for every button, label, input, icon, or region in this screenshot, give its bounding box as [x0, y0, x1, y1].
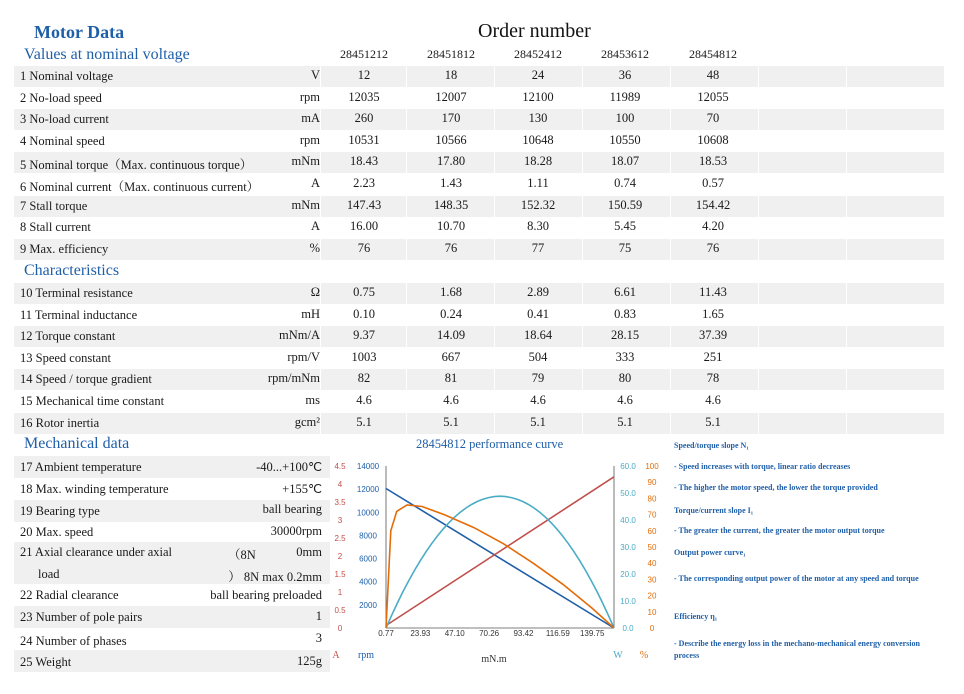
mech-value-19: ball bearing — [262, 502, 322, 516]
order-number-header: Order number — [478, 20, 591, 42]
table-cell: 5.1 — [356, 414, 372, 429]
mech-mid-21: （8N — [228, 548, 256, 562]
table-cell: 37.39 — [698, 328, 728, 343]
y-tick-label-efficiency: 50 — [647, 543, 657, 552]
order-number-col-4: 28453612 — [601, 47, 649, 61]
table-cell: 251 — [703, 349, 723, 364]
table-cell: 10531 — [348, 132, 380, 147]
mech-label-18: 18 Max. winding temperature — [20, 482, 169, 496]
mech-label-22: 22 Radial clearance — [20, 588, 119, 602]
axis-label-efficiency: % — [639, 650, 649, 661]
y-tick-label-speed: 10000 — [356, 508, 380, 518]
table-cell: 504 — [528, 349, 548, 364]
section-characteristics: Characteristics — [24, 262, 120, 279]
table-cell: 14.09 — [436, 328, 466, 343]
table-cell: 76 — [706, 240, 720, 255]
row-unit: mH — [301, 306, 320, 321]
mech-label-20: 20 Max. speed — [20, 525, 94, 539]
mech-label-25: 25 Weight — [20, 655, 72, 669]
y-tick-label-power: 20.0 — [620, 570, 636, 579]
x-tick-label: 70.26 — [479, 629, 500, 638]
table-cell: 18.43 — [349, 154, 379, 169]
table-cell: 24 — [531, 68, 545, 82]
y-tick-label-current: 0 — [337, 624, 343, 633]
table-cell: 4.6 — [443, 393, 459, 407]
table-cell: 154.42 — [695, 197, 731, 212]
row-label: 1 Nominal voltage — [20, 69, 114, 83]
row-label: 14 Speed / torque gradient — [20, 372, 152, 387]
column-divider — [758, 64, 759, 436]
x-tick-label: 47.10 — [444, 629, 465, 638]
table-cell: 5.1 — [530, 414, 546, 429]
table-cell: 1.43 — [440, 176, 462, 190]
table-cell: 4.6 — [356, 393, 372, 407]
row-label: 3 No-load current — [20, 112, 109, 127]
row-label: 16 Rotor inertia — [20, 415, 100, 430]
x-tick-label: 116.59 — [545, 629, 570, 638]
table-cell: 17.80 — [436, 154, 466, 169]
y-tick-label-speed: 2000 — [359, 600, 377, 610]
performance-chart — [326, 450, 666, 680]
table-cell: 16.00 — [349, 219, 379, 234]
row-label: 2 No-load speed — [20, 90, 102, 105]
column-divider — [320, 64, 321, 436]
legend-speed-torque-desc-1: - Speed increases with torque, linear ratio decreases — [674, 462, 851, 471]
row-unit: mNm — [291, 154, 320, 169]
legend-output-power-title: Output power curve₁ — [674, 548, 746, 557]
table-cell: 4.6 — [617, 393, 633, 407]
mech-label-24: 24 Number of phases — [20, 634, 127, 648]
table-cell: 80 — [618, 371, 632, 386]
order-number-col-5: 28454812 — [689, 47, 737, 61]
table-cell: 130 — [528, 111, 548, 126]
table-cell: 12035 — [348, 89, 380, 104]
column-divider — [406, 64, 407, 436]
table-cell: 100 — [615, 111, 635, 126]
row-unit: ms — [305, 393, 320, 407]
order-number-col-3: 28452412 — [514, 47, 562, 61]
table-cell: 11989 — [609, 89, 641, 104]
y-tick-label-current: 3 — [337, 516, 343, 525]
y-tick-label-speed: 4000 — [359, 577, 377, 587]
table-cell: 0.57 — [702, 176, 724, 190]
mech-value-17: -40...+100℃ — [256, 460, 322, 474]
table-cell: 667 — [441, 349, 461, 364]
series-line-A — [386, 477, 614, 626]
axis-label-current: A — [332, 650, 340, 661]
row-label: 10 Terminal resistance — [20, 286, 133, 300]
table-cell: 75 — [618, 240, 632, 255]
table-cell: 76 — [357, 240, 371, 255]
mech-label-19: 19 Bearing type — [20, 504, 100, 518]
y-tick-label-current: 1 — [337, 588, 343, 597]
table-cell: 148.35 — [433, 197, 469, 212]
row-label: 13 Speed constant — [20, 350, 111, 365]
y-tick-label-power: 40.0 — [620, 516, 636, 525]
legend-torque-current-title: Torque/current slope I₁ — [674, 506, 754, 515]
series-line-rpm — [386, 489, 614, 629]
table-cell: 10566 — [435, 132, 467, 147]
table-cell: 4.6 — [530, 393, 546, 407]
y-tick-label-efficiency: 10 — [647, 607, 657, 617]
y-tick-label-efficiency: 0 — [649, 624, 655, 633]
mech-label-21b: load — [38, 567, 60, 581]
mech-value-24: 3 — [315, 631, 322, 645]
legend-efficiency-desc: - Describe the energy loss in the mechano-mechanical energy conversion process — [674, 639, 920, 660]
mech-value-18: +155℃ — [282, 482, 322, 496]
column-divider — [670, 64, 671, 436]
table-cell: 78 — [706, 371, 720, 386]
series-line-W — [386, 496, 614, 628]
table-cell: 2.89 — [527, 285, 549, 299]
legend-speed-torque-title: Speed/torque slope N₁ — [674, 441, 749, 450]
table-cell: 18.53 — [698, 154, 728, 169]
y-tick-label-power: 0.0 — [622, 624, 634, 633]
column-divider — [582, 64, 583, 436]
row-label: 15 Mechanical time constant — [20, 394, 165, 408]
row-unit: rpm/V — [287, 349, 320, 364]
y-tick-label-speed: 8000 — [359, 531, 377, 541]
chart-title: 28454812 performance curve — [416, 437, 564, 451]
row-label: 4 Nominal speed — [20, 133, 105, 148]
legend-efficiency-title: Efficiency η₁ — [674, 612, 718, 621]
mech-value-21b: ） 8N max 0.2mm — [228, 570, 322, 584]
table-cell: 18.64 — [523, 328, 553, 343]
row-unit: % — [309, 240, 320, 255]
table-cell: 18.28 — [523, 154, 553, 169]
y-tick-label-current: 2 — [337, 552, 343, 561]
column-divider — [494, 64, 495, 436]
column-divider — [846, 64, 847, 436]
table-cell: 36 — [618, 68, 632, 82]
series-line-efficiency — [386, 505, 614, 628]
table-cell: 10608 — [697, 132, 729, 147]
row-label: 6 Nominal current（Max. continuous current） — [20, 180, 260, 194]
section-nominal: Values at nominal voltage — [24, 46, 190, 63]
row-unit: rpm — [299, 89, 320, 104]
table-cell: 1.65 — [702, 306, 724, 321]
y-tick-label-efficiency: 30 — [647, 575, 657, 585]
mech-value-22: ball bearing preloaded — [210, 588, 322, 602]
mech-value-23: 1 — [315, 609, 322, 623]
section-mechanical: Mechanical data — [24, 435, 130, 452]
table-cell: 6.61 — [614, 285, 636, 299]
table-cell: 82 — [357, 371, 371, 386]
y-tick-label-efficiency: 100 — [645, 462, 659, 471]
legend-torque-current-desc: - The greater the current, the greater the motor output torque — [674, 526, 885, 535]
axis-label-power: W — [613, 650, 623, 661]
x-tick-label: 139.75 — [579, 629, 605, 638]
x-tick-label: 0.77 — [378, 629, 394, 638]
table-cell: 12 — [357, 68, 371, 82]
x-tick-label: 93.42 — [513, 629, 534, 638]
mech-label-21: 21 Axial clearance under axial — [20, 545, 173, 559]
table-cell: 18 — [444, 68, 458, 82]
table-cell: 11.43 — [699, 285, 727, 299]
table-cell: 4.6 — [705, 393, 721, 407]
table-cell: 1003 — [351, 349, 377, 364]
table-cell: 1.68 — [440, 285, 462, 299]
y-tick-label-power: 30.0 — [620, 543, 636, 552]
table-cell: 5.1 — [443, 414, 459, 429]
order-number-col-2: 28451812 — [427, 47, 475, 61]
table-cell: 12007 — [435, 89, 467, 104]
y-tick-label-current: 4.5 — [334, 462, 346, 471]
table-cell: 0.75 — [353, 285, 375, 299]
row-label: 7 Stall torque — [20, 198, 88, 213]
y-tick-label-speed: 14000 — [356, 462, 380, 471]
y-tick-label-efficiency: 70 — [647, 510, 657, 520]
motor-data-title: Motor Data — [34, 22, 125, 42]
y-tick-label-efficiency: 20 — [647, 591, 657, 601]
row-unit: rpm — [299, 132, 320, 147]
table-cell: 81 — [444, 371, 458, 386]
table-cell: 152.32 — [520, 197, 556, 212]
y-tick-label-efficiency: 60 — [647, 526, 657, 536]
table-cell: 12055 — [697, 89, 729, 104]
table-cell: 10648 — [522, 132, 554, 147]
order-number-col-1: 28451212 — [340, 47, 388, 61]
table-cell: 1.11 — [527, 176, 549, 190]
row-unit: V — [310, 68, 320, 82]
table-cell: 28.15 — [610, 328, 640, 343]
mech-label-23: 23 Number of pole pairs — [20, 610, 143, 624]
row-unit: rpm/mNm — [267, 371, 320, 386]
row-label: 9 Max. efficiency — [20, 241, 109, 256]
table-cell: 333 — [615, 349, 635, 364]
y-tick-label-speed: 6000 — [359, 554, 377, 564]
table-cell: 0.10 — [353, 306, 375, 321]
row-unit: mA — [301, 111, 320, 126]
x-tick-label: 23.93 — [410, 629, 431, 638]
table-cell: 8.30 — [527, 219, 549, 234]
table-cell: 170 — [441, 111, 461, 126]
row-unit: gcm² — [294, 414, 320, 429]
table-cell: 10550 — [609, 132, 641, 147]
table-cell: 260 — [354, 111, 374, 126]
row-unit: mNm — [291, 197, 320, 212]
table-cell: 12100 — [522, 89, 554, 104]
y-tick-label-efficiency: 40 — [647, 559, 657, 569]
y-tick-label-power: 10.0 — [620, 597, 636, 606]
table-cell: 5.1 — [705, 414, 721, 429]
table-cell: 4.20 — [702, 219, 724, 234]
table-cell: 0.24 — [440, 306, 462, 321]
row-label: 5 Nominal torque（Max. continuous torque） — [20, 158, 253, 173]
table-cell: 76 — [444, 240, 458, 255]
row-unit: mNm/A — [279, 328, 320, 343]
table-cell: 10.70 — [436, 219, 466, 234]
row-unit: A — [310, 176, 320, 190]
table-cell: 2.23 — [353, 176, 375, 190]
y-tick-label-current: 1.5 — [334, 570, 346, 579]
y-tick-label-power: 60.0 — [620, 462, 636, 471]
mech-label-17: 17 Ambient temperature — [20, 460, 142, 474]
table-cell: 48 — [706, 68, 720, 82]
y-tick-label-current: 2.5 — [334, 534, 346, 543]
legend-output-power-desc: - The corresponding output power of the motor at any speed and torque — [674, 574, 919, 583]
mech-value-21: 0mm — [296, 545, 322, 559]
table-cell: 5.45 — [614, 219, 636, 234]
axis-label-speed: rpm — [357, 650, 375, 661]
y-tick-label-current: 0.5 — [334, 606, 346, 615]
mech-value-25: 125g — [297, 654, 322, 668]
row-label: 12 Torque constant — [20, 329, 116, 344]
table-cell: 0.83 — [614, 306, 636, 321]
row-unit: Ω — [310, 285, 320, 299]
y-tick-label-efficiency: 90 — [647, 478, 657, 488]
table-cell: 79 — [531, 371, 545, 386]
legend-speed-torque-desc-2: - The higher the motor speed, the lower the torque provided — [674, 483, 878, 492]
table-cell: 150.59 — [607, 197, 643, 212]
table-cell: 77 — [531, 240, 545, 255]
table-cell: 5.1 — [617, 414, 633, 429]
y-tick-label-current: 4 — [337, 480, 343, 489]
table-cell: 9.37 — [353, 328, 375, 343]
y-tick-label-efficiency: 80 — [647, 494, 657, 504]
row-unit: A — [310, 219, 320, 234]
row-label: 11 Terminal inductance — [20, 307, 138, 322]
x-axis-label: mN.m — [481, 654, 507, 665]
table-cell: 0.41 — [527, 306, 549, 321]
table-cell: 70 — [706, 111, 720, 126]
y-tick-label-current: 3.5 — [334, 498, 346, 507]
y-tick-label-power: 50.0 — [620, 489, 636, 498]
table-cell: 18.07 — [610, 154, 640, 169]
y-tick-label-speed: 12000 — [356, 485, 380, 495]
table-cell: 0.74 — [614, 176, 636, 190]
mech-value-20: 30000rpm — [270, 524, 322, 538]
row-label: 8 Stall current — [20, 220, 91, 235]
table-cell: 147.43 — [346, 197, 382, 212]
